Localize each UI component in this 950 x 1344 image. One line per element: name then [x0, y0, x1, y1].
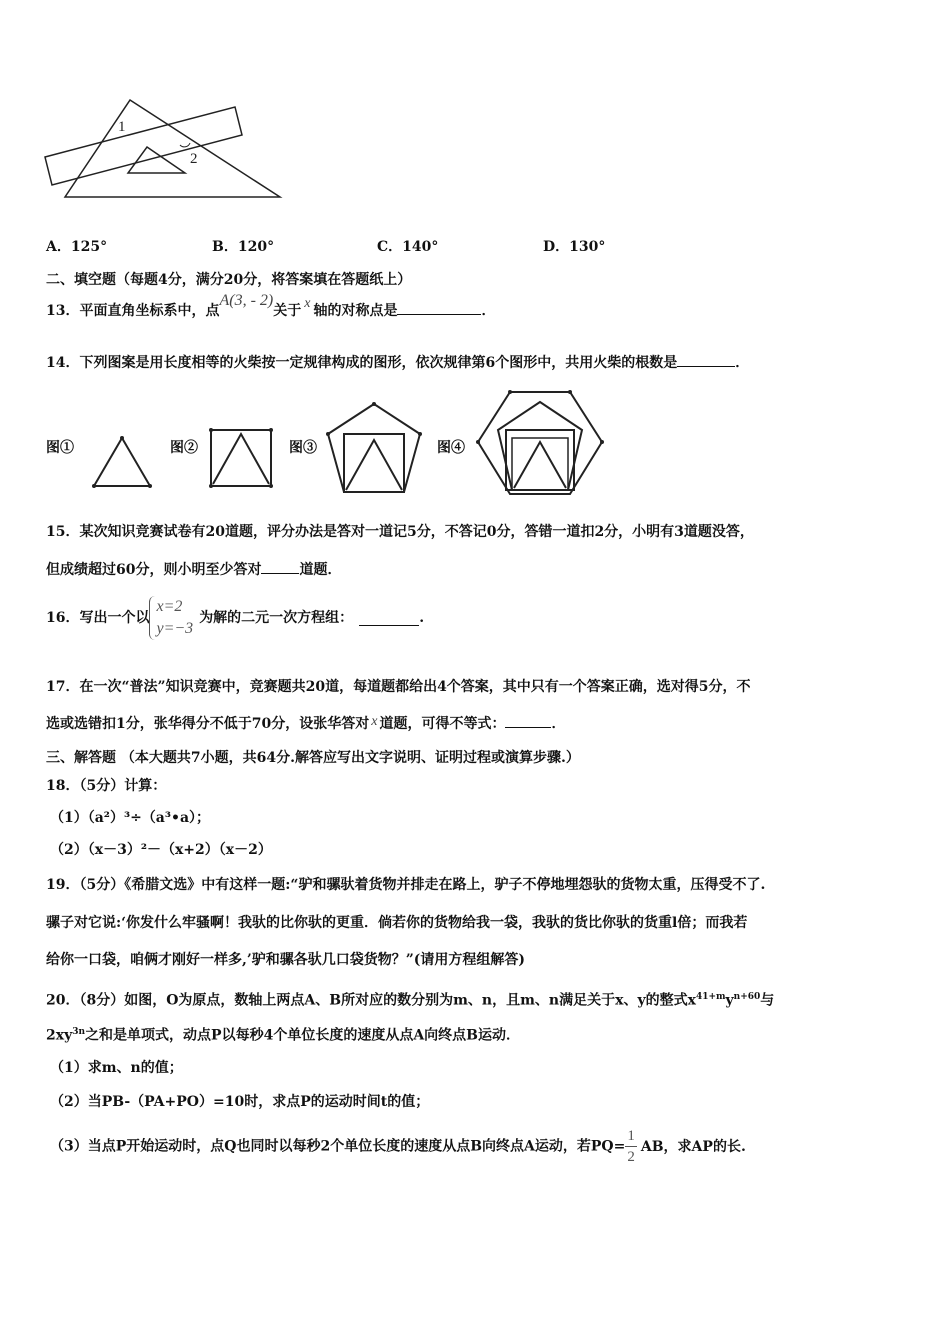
section-2-heading: 二、填空题（每题4分，满分20分，将答案填在答题纸上）	[46, 272, 412, 288]
question-15-line-1: 15．某次知识竞赛试卷有20道题，评分办法是答对一道记5分，不答记0分，答错一道扣2分，小明有3道题没答，	[46, 524, 754, 540]
figure-3-label: 图③	[289, 440, 317, 456]
x-axis-variable: x	[304, 296, 311, 311]
section-3-heading: 三、解答题 （本大题共7小题，共64分.解答应写出文字说明、证明过程或演算步骤.）	[46, 750, 580, 766]
answer-blank	[261, 559, 299, 574]
figure-4-label: 图④	[437, 440, 465, 456]
q12-option-a: A．125°	[46, 239, 108, 255]
question-13: 13．平面直角坐标系中，点A(3, - 2)关于 x 轴的对称点是 ．	[46, 292, 496, 319]
matchstick-figure-4	[470, 386, 610, 498]
question-20-part-3: （3）当点P开始运动时，点Q也同时以每秒2个单位长度的速度从点B向终点A运动，若PQ= $\frac{1}{2}$ AB，求AP的长.	[50, 1128, 746, 1165]
question-20-line-1: 20．（8分）如图，O为原点，数轴上两点A、B所对应的数分别为m、n，且m、n满足关于x、y的整式$x^{41+m}y^{n+60}$与	[46, 992, 775, 1009]
question-14: 14．下列图案是用长度相等的火柴按一定规律构成的图形，依次规律第6个图形中，共用火柴的根数是 ．	[46, 352, 749, 373]
question-20-part-1: （1）求m、n的值；	[50, 1060, 183, 1076]
matchstick-figure-2	[207, 426, 277, 490]
angle-1-label: 1	[118, 119, 126, 135]
answer-blank	[505, 713, 551, 728]
figure-2-label: 图②	[170, 440, 198, 456]
q12-figure	[40, 95, 290, 205]
question-19-line-1: 19．（5分）《希腊文选》中有这样一题:“驴和骡驮着货物并排走在路上，驴子不停地埋怨驮的货物太重，压得受不了.	[46, 877, 766, 893]
fraction-one-half: $\frac{1}{2}$	[627, 1128, 635, 1165]
question-15-line-2: 但成绩超过60分，则小明至少答对 道题．	[46, 559, 341, 580]
question-17-line-1: 17．在一次“普法”知识竞赛中，竞赛题共20道，每道题都给出4个答案，其中只有一个答案正确，选对得5分，不	[46, 679, 751, 695]
question-18-part-1: （1）（a²）³÷（a³•a）；	[50, 810, 211, 826]
q12-option-d: D．130°	[543, 239, 606, 255]
point-a-expression: A(3, - 2)	[219, 292, 274, 309]
answer-blank	[359, 611, 419, 626]
question-17-line-2: 选或选错扣1分，张华得分不低于70分，设张华答对 x 道题，可得不等式： ．	[46, 714, 566, 732]
question-19-line-3: 给你一口袋，咱俩才刚好一样多,’驴和骡各驮几口袋货物？”(请用方程组解答)	[46, 952, 526, 968]
angle-2-label: 2	[190, 151, 198, 167]
equation-system: x=2 y=−3	[149, 596, 199, 640]
question-20-line-2: $2xy^{3n}$之和是单项式，动点P以每秒4个单位长度的速度从点A向终点B运动．	[46, 1027, 521, 1044]
q12-option-c: C．140°	[377, 239, 439, 255]
question-18-title: 18．（5分）计算：	[46, 778, 167, 794]
question-16: 16．写出一个以 x=2 y=−3 为解的二元一次方程组： .	[46, 596, 424, 640]
small-triangle	[128, 147, 185, 173]
answer-blank	[397, 300, 481, 315]
question-18-part-2: （2）（x－3）²－（x+2）（x－2）	[50, 842, 272, 858]
large-triangle	[65, 100, 280, 197]
answer-blank	[677, 352, 735, 367]
variable-x: x	[371, 714, 378, 729]
figure-1-label: 图①	[46, 440, 74, 456]
matchstick-figure-1	[90, 432, 154, 492]
question-19-line-2: 骡子对它说:‘你发什么牢骚啊！我驮的比你驮的更重．倘若你的货物给我一袋，我驮的货比你驮的货重l倍；而我若	[46, 915, 748, 931]
matchstick-figure-3	[322, 400, 426, 496]
question-20-part-2: （2）当PB-（PA+PO）=10时，求点P的运动时间t的值；	[50, 1094, 430, 1110]
q12-option-b: B．120°	[212, 239, 275, 255]
